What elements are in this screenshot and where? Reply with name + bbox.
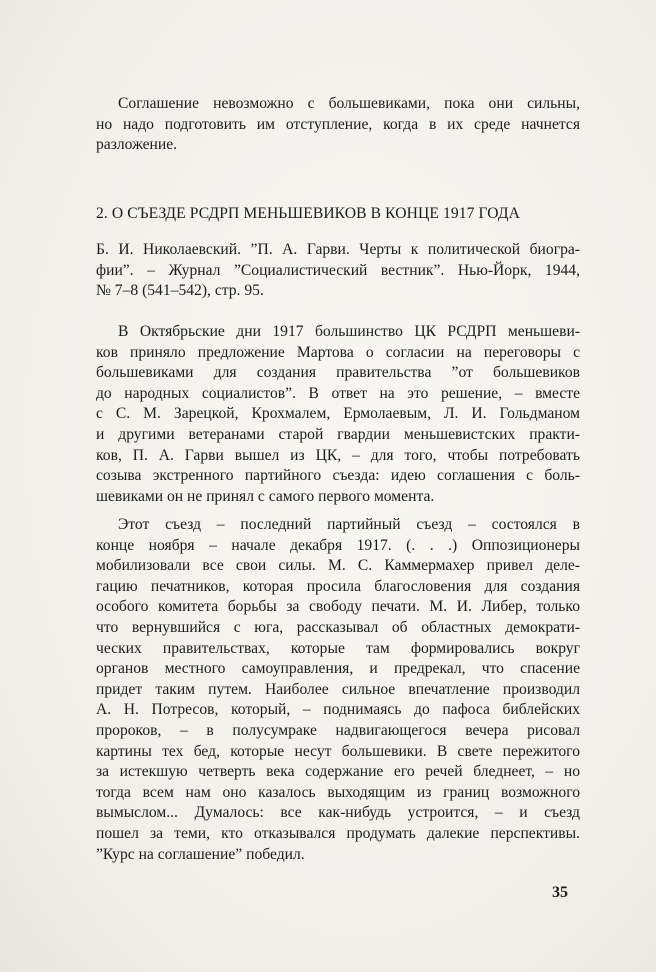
- paragraph-congress: [96, 515, 580, 865]
- text-line: мобилизовали все свои силы. М. С. Каммермахер привел деле-: [96, 557, 580, 575]
- text-line: органов местного самоуправления, и предрекал, что спасение: [96, 660, 580, 678]
- text-line: Б. И. Николаевский. ”П. А. Гарви. Черты к политической биогра-: [96, 241, 580, 258]
- text-line: А. Н. Потресов, который, – поднимаясь до пафоса библейских: [96, 701, 580, 719]
- text-line: ”Курс на соглашение” победил.: [96, 845, 305, 863]
- text-line: картины тех бед, которые несут большевики. В свете пережитого: [96, 742, 580, 760]
- text-line: ческих правительствах, которые там формировались вокруг: [96, 639, 580, 657]
- text-line: до народных социалистов”. В ответ на это решение, – вместе: [96, 384, 580, 402]
- text-line: разложение.: [96, 136, 178, 154]
- text-line: В Октябрьские дни 1917 большинство ЦК РСДРП меньшеви-: [118, 323, 580, 340]
- text-line: за истекшую четверть века содержание его речей бледнеет, – но: [96, 763, 580, 781]
- text-line: ков, П. А. Гарви вышел из ЦК, – для того, чтобы потребовать: [96, 446, 580, 464]
- text-line: вымыслом... Думалось: все как-нибудь устроится, – и съезд: [96, 804, 580, 822]
- text-line: пророков, – в полусумраке надвигающегося вечера рисовал: [96, 721, 580, 739]
- section-heading: 2. О СЪЕЗДЕ РСДРП МЕНЬШЕВИКОВ В КОНЦЕ 1917 ГОДА: [96, 205, 520, 222]
- page-number: 35: [552, 884, 568, 901]
- text-line: с С. М. Зарецкой, Крохмалем, Ермолаевым, Л. И. Гольдманом: [96, 405, 580, 423]
- text-line: и другими ветеранами старой гвардии меньшевистских практи-: [96, 425, 580, 443]
- text-line: ков приняло предложение Мартова о согласии на переговоры с: [96, 343, 580, 361]
- text-line: что вернувшийся с юга, рассказывал об областных демократи-: [96, 618, 580, 636]
- text-line: тогда всем нам оно казалось выходящим из границ возможного: [96, 783, 580, 801]
- text-line: Этот съезд – последний партийный съезд – состоялся в: [118, 516, 580, 533]
- text-line: большевиками для создания правительства ”от большевиков: [96, 364, 580, 382]
- paragraph-october: [96, 322, 580, 507]
- text-line: шевиками он не принял с самого первого момента.: [96, 487, 435, 505]
- text-line: гацию печатников, которая просила благословения для создания: [96, 577, 580, 595]
- intro-paragraph: [96, 94, 580, 156]
- text-line: № 7–8 (541–542), стр. 95.: [96, 282, 264, 300]
- text-line: конце ноября – начале декабря 1917. (. . .) Оппозиционеры: [96, 536, 580, 554]
- text-line: но надо подготовить им отступление, когда в их среде начнется: [96, 115, 580, 133]
- text-line: особого комитета борьбы за свободу печати. М. И. Либер, только: [96, 598, 580, 616]
- text-line: придет таким путем. Наиболее сильное впечатление производил: [96, 680, 580, 698]
- text-line: созыва экстренного партийного съезда: идею соглашения с боль-: [96, 467, 580, 485]
- text-line: фии”. – Журнал ”Социалистический вестник”. Нью-Йорк, 1944,: [96, 261, 580, 279]
- text-line: пошел за теми, кто отказывался продумать далекие перспективы.: [96, 824, 580, 842]
- source-citation: [96, 240, 580, 302]
- text-line: Соглашение невозможно с большевиками, пока они сильны,: [118, 95, 580, 112]
